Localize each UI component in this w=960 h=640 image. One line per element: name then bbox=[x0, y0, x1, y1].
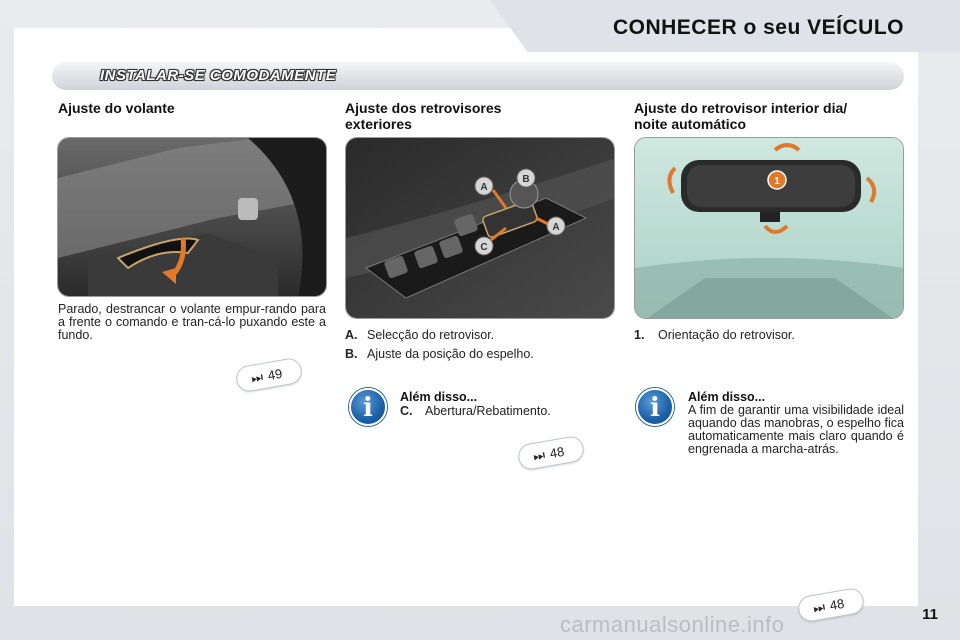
steering-adjust-title: Ajuste do volante bbox=[58, 100, 175, 116]
steering-illustration bbox=[58, 138, 327, 297]
callout-c: C bbox=[480, 242, 488, 253]
page-title: CONHECER o seu VEÍCULO bbox=[612, 16, 904, 39]
callout-b: B bbox=[522, 174, 530, 185]
legend-text: Ajuste da posição do espelho. bbox=[367, 347, 534, 361]
page-ref-number: 49 bbox=[266, 365, 284, 384]
legend-item-b bbox=[345, 347, 534, 361]
legend-key: C. bbox=[400, 404, 413, 418]
interior-mirror-photo bbox=[634, 137, 904, 319]
info-title: Além disso... bbox=[688, 390, 766, 404]
legend-text: Selecção do retrovisor. bbox=[367, 328, 495, 342]
title-line-1: Ajuste dos retrovisores bbox=[345, 100, 502, 116]
legend-key: B. bbox=[345, 347, 358, 361]
fast-forward-icon: ⏭ bbox=[812, 599, 827, 617]
steering-photo bbox=[57, 137, 327, 297]
callout-1: 1 bbox=[774, 176, 780, 187]
info-text: A fim de garantir uma visibilidade ideal aquando das manobras, o espelho fica automaticamente mais claro quando é engrenada a marcha-atrás. bbox=[688, 403, 904, 456]
mirror-controls-photo bbox=[345, 137, 615, 319]
title-line-1: Ajuste do retrovisor interior dia/ bbox=[634, 100, 848, 116]
legend-text: Orientação do retrovisor. bbox=[658, 328, 795, 342]
legend-text: Abertura/Rebatimento. bbox=[425, 404, 551, 418]
callout-a-2: A bbox=[552, 222, 560, 233]
interior-mirror-title bbox=[634, 100, 847, 132]
legend-key: 1. bbox=[634, 328, 645, 342]
info-item-c bbox=[400, 404, 551, 418]
steering-instructions: Parado, destrancar o volante empur-rando para a frente o comando e tran-cá-lo puxando este a fundo. bbox=[58, 302, 326, 342]
legend-key: A. bbox=[345, 328, 358, 342]
interior-mirror-illustration bbox=[635, 138, 904, 319]
fast-forward-icon: ⏭ bbox=[250, 369, 265, 387]
info-icon: i bbox=[636, 388, 674, 426]
callout-a-1: A bbox=[480, 182, 488, 193]
title-line-2: exteriores bbox=[345, 116, 412, 132]
info-icon: i bbox=[349, 388, 387, 426]
legend-item-a bbox=[345, 328, 494, 342]
page-ref-number: 48 bbox=[828, 595, 846, 614]
page-number: 11 bbox=[922, 606, 938, 623]
exterior-mirrors-title bbox=[345, 100, 501, 132]
watermark: carmanualsonline.info bbox=[560, 612, 785, 637]
page-ref-number: 48 bbox=[548, 443, 566, 462]
mirror-controls-illustration bbox=[346, 138, 615, 319]
legend-item-1 bbox=[634, 328, 795, 342]
info-title: Além disso... bbox=[400, 390, 478, 404]
section-title: INSTALAR-SE COMODAMENTE bbox=[100, 67, 337, 84]
title-line-2: noite automático bbox=[634, 116, 747, 132]
fast-forward-icon: ⏭ bbox=[532, 447, 547, 465]
section-banner bbox=[52, 62, 904, 90]
